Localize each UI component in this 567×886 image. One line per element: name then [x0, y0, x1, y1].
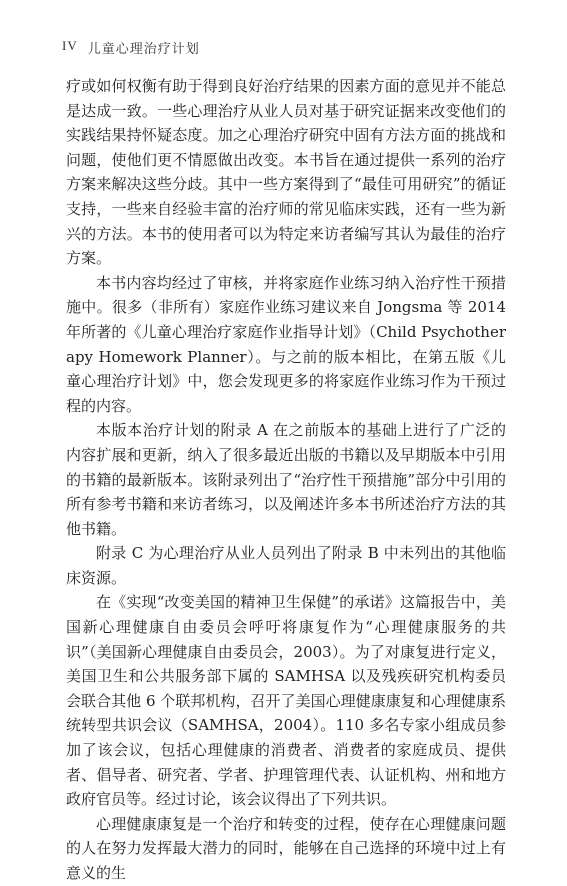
paragraph-appendix-c: 附录 C 为心理治疗从业人员列出了附录 B 中未列出的其他临床资源。 [66, 544, 506, 587]
book-title: 儿童心理治疗计划 [87, 42, 200, 57]
paragraph-homework: 本书内容均经过了审核，并将家庭作业练习纳入治疗性干预措施中。很多（非所有）家庭作业练习建议来自 Jongsma 等 2014 年所著的《儿童心理治疗家庭作业指导计划》（Child Psychotherapy Homework Planner）。与之前的版本相比，在第五版《儿童心理治疗计划》中，您会发现更多的将家庭作业练习作为干预过程的内容。 [66, 273, 506, 415]
paragraph-continued: 疗或如何权衡有助于得到良好治疗结果的因素方面的意见并不能总是达成一致。一些心理治疗从业人员对基于研究证据来改变他们的实践结果持怀疑态度。加之心理治疗研究中固有方法方面的挑战和问题，使他们更不情愿做出改变。本书旨在通过提供一系列的治疗方案来解决这些分歧。其中一些方案得到了“最佳可用研究”的循证支持，一些来自经验丰富的治疗师的常见临床实践，还有一些为新兴的方法。本书的使用者可以为特定来访者编写其认为最佳的治疗方案。 [66, 77, 506, 268]
page-number: IV [62, 38, 78, 53]
running-head [62, 38, 200, 57]
paragraph-recovery-report: 在《实现“改变美国的精神卫生保健”的承诺》这篇报告中，美国新心理健康自由委员会呼吁将康复作为“心理健康服务的共识”（美国新心理健康自由委员会，2003）。为了对康复进行定义，美国卫生和公共服务部下属的 SAMHSA 以及残疾研究机构委员会联合其他 6 个联邦机构，召开了美国心理健康康复和心理健康系统转型共识会议（SAMHSA，2004）。110 多名专家小组成员参加了该会议，包括心理健康的消费者、消费者的家庭成员、提供者、倡导者、研究者、学者、护理管理代表、认证机构、州和地方政府官员等。经过讨论，该会议得出了下列共识。 [66, 593, 506, 809]
body-text [66, 74, 506, 886]
paragraph-recovery-definition: 心理健康康复是一个治疗和转变的过程，使存在心理健康问题的人在努力发挥最大潜力的同时，能够在自己选择的环境中过上有意义的生 [66, 814, 506, 882]
paragraph-appendix-a: 本版本治疗计划的附录 A 在之前版本的基础上进行了广泛的内容扩展和更新，纳入了很多最近出版的书籍以及早期版本中引用的书籍的最新版本。该附录列出了“治疗性干预措施”部分中引用的所有参考书籍和来访者练习，以及阐述许多本书所述治疗方法的其他书籍。 [66, 421, 506, 538]
